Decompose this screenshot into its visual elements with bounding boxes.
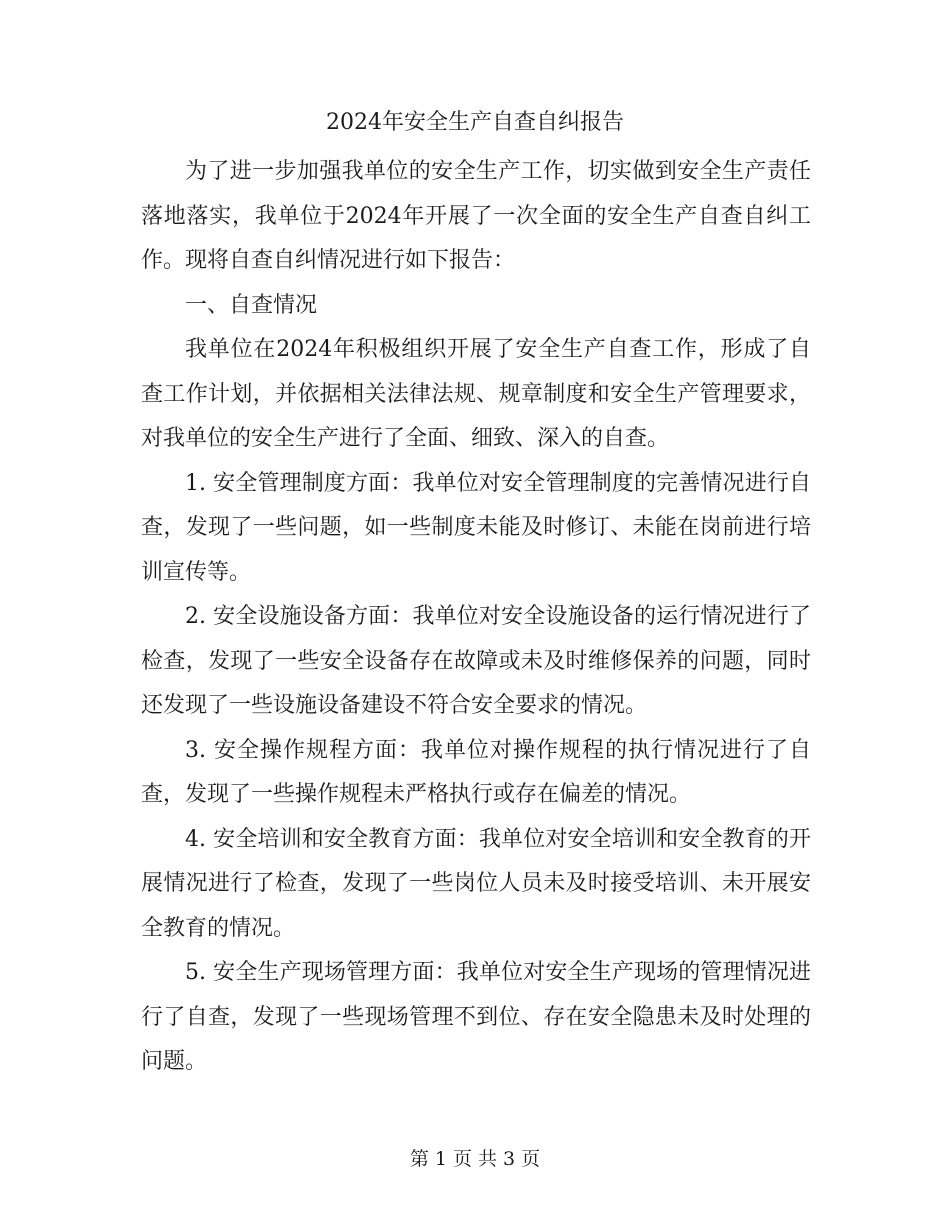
item-safety-operating-procedures: 3. 安全操作规程方面：我单位对操作规程的执行情况进行了自查，发现了一些操作规程未严格执行或存在偏差的情况。 (141, 737, 811, 807)
section-heading-self-inspection: 一、自查情况 (185, 292, 318, 318)
document-body (141, 150, 811, 1085)
self-inspection-paragraph: 我单位在2024年积极组织开展了安全生产自查工作，形成了自查工作计划，并依据相关法律法规、规章制度和安全生产管理要求，对我单位的安全生产进行了全面、细致、深入的自查。 (141, 337, 811, 451)
page-number-footer: 第 1 页 共 3 页 (409, 1148, 541, 1170)
item-site-management: 5. 安全生产现场管理方面：我单位对安全生产现场的管理情况进行了自查，发现了一些现场管理不到位、存在安全隐患未及时处理的问题。 (141, 960, 811, 1074)
document-title: 2024年安全生产自查自纠报告 (326, 110, 624, 135)
intro-paragraph: 为了进一步加强我单位的安全生产工作，切实做到安全生产责任落地落实，我单位于2024年开展了一次全面的安全生产自查自纠工作。现将自查自纠情况进行如下报告： (141, 159, 811, 273)
item-safety-management-system: 1. 安全管理制度方面：我单位对安全管理制度的完善情况进行自查，发现了一些问题，如一些制度未能及时修订、未能在岗前进行培训宣传等。 (141, 470, 811, 585)
item-safety-training-education: 4. 安全培训和安全教育方面：我单位对安全培训和安全教育的开展情况进行了检查，发现了一些岗位人员未及时接受培训、未开展安全教育的情况。 (141, 826, 811, 941)
item-safety-facilities-equipment: 2. 安全设施设备方面：我单位对安全设施设备的运行情况进行了检查，发现了一些安全设备存在故障或未及时维修保养的问题，同时还发现了一些设施设备建设不符合安全要求的情况。 (141, 604, 811, 718)
